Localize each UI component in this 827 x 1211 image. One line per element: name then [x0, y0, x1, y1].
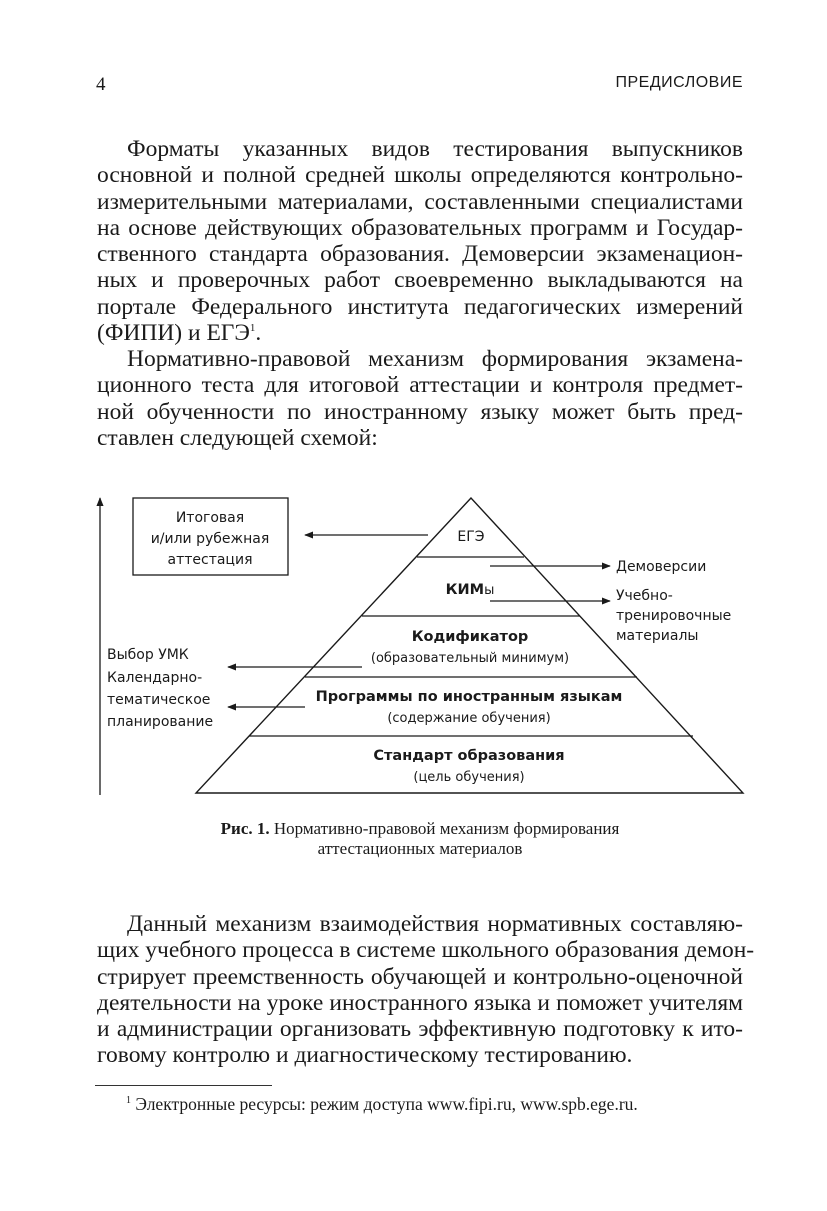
text-line: стрирует преемственность обучающей и контрольно-оценочной	[97, 963, 743, 990]
output-demo: Демоверсии	[616, 559, 707, 575]
text-line	[97, 320, 743, 346]
figure-caption	[97, 819, 743, 859]
text-line: Форматы указанных видов тестирования выпускников	[127, 136, 743, 162]
level-kim-suffix: ы	[484, 583, 495, 598]
level-kim-bold: КИМ	[445, 582, 485, 598]
caption-line-2: аттестационных материалов	[317, 839, 523, 858]
pyramid-diagram	[0, 480, 827, 810]
footnote-marker: 1	[126, 1095, 131, 1106]
text-line: Нормативно-правовой механизм формирования экзамена-	[127, 346, 743, 372]
level-programs-title: Программы по иностранным языкам	[315, 689, 623, 705]
text-fragment: .	[255, 320, 262, 347]
level-standard-subtitle: (цель обучения)	[413, 770, 525, 785]
paragraph-scheme-intro	[97, 346, 743, 451]
attestation-line-3: аттестация	[167, 552, 253, 568]
text-line: на основе действующих образовательных программ и Государ-	[97, 214, 743, 241]
text-line: и администрации организовать эффективную подготовку к ито-	[97, 1016, 743, 1043]
caption-line-1	[97, 819, 743, 839]
text-line: деятельности на уроке иностранного языка и поможет учителям	[97, 989, 743, 1016]
text-line: говому контролю и диагностическому тестированию.	[97, 1042, 633, 1069]
output-left-4: планирование	[107, 714, 214, 730]
running-header: ПРЕДИСЛОВИЕ	[615, 74, 743, 91]
caption-label: Рис. 1.	[220, 819, 270, 838]
level-codifier-subtitle: (образовательный минимум)	[370, 651, 570, 666]
paragraph-intro	[97, 136, 743, 346]
attestation-line-2: и/или рубежная	[150, 531, 270, 547]
level-programs-subtitle: (содержание обучения)	[387, 711, 551, 726]
level-codifier-title: Кодификатор	[411, 629, 529, 645]
output-training-1: Учебно-	[616, 588, 673, 604]
footnote-divider	[95, 1085, 272, 1086]
text-line: ставлен следующей схемой:	[97, 424, 378, 451]
text-line: измерительными материалами, составленными специалистами	[97, 188, 743, 215]
page-number: 4	[96, 74, 106, 95]
text-line: щих учебного процесса в системе школьного образования демон-	[97, 937, 755, 964]
level-ege-title: ЕГЭ	[457, 529, 485, 545]
output-training-3: материалы	[616, 628, 699, 644]
text-line: основной и полной средней школы определяются контрольно-	[97, 162, 743, 189]
footnote	[126, 1094, 638, 1115]
text-line: ственного стандарта образования. Демоверсии экзаменацион-	[97, 241, 743, 268]
footnote-text: Электронные ресурсы: режим доступа www.fipi.ru, www.spb.ege.ru.	[135, 1094, 638, 1114]
paragraph-conclusion	[97, 911, 755, 1069]
level-standard-title: Стандарт образования	[373, 748, 565, 764]
attestation-line-1: Итоговая	[175, 510, 245, 526]
text-line: ной обученности по иностранному языку может быть пред-	[97, 398, 743, 425]
output-left-1: Выбор УМК	[107, 647, 189, 663]
caption-text-1: Нормативно-правовой механизм формирования	[273, 819, 620, 838]
text-fragment: (ФИПИ) и ЕГЭ	[97, 320, 250, 347]
text-line: ных и проверочных работ своевременно выкладываются на	[97, 267, 743, 294]
text-line: портале Федерального института педагогических измерений	[97, 293, 743, 320]
output-left-2: Календарно-	[107, 670, 203, 686]
output-training-2: тренировочные	[616, 608, 732, 624]
level-kim-title	[446, 582, 495, 598]
text-line: Данный механизм взаимодействия нормативных составляю-	[127, 911, 743, 937]
footnote-reference[interactable]: 1	[249, 322, 256, 335]
text-line: ционного теста для итоговой аттестации и контроля предмет-	[97, 372, 743, 399]
output-left-3: тематическое	[107, 692, 211, 708]
